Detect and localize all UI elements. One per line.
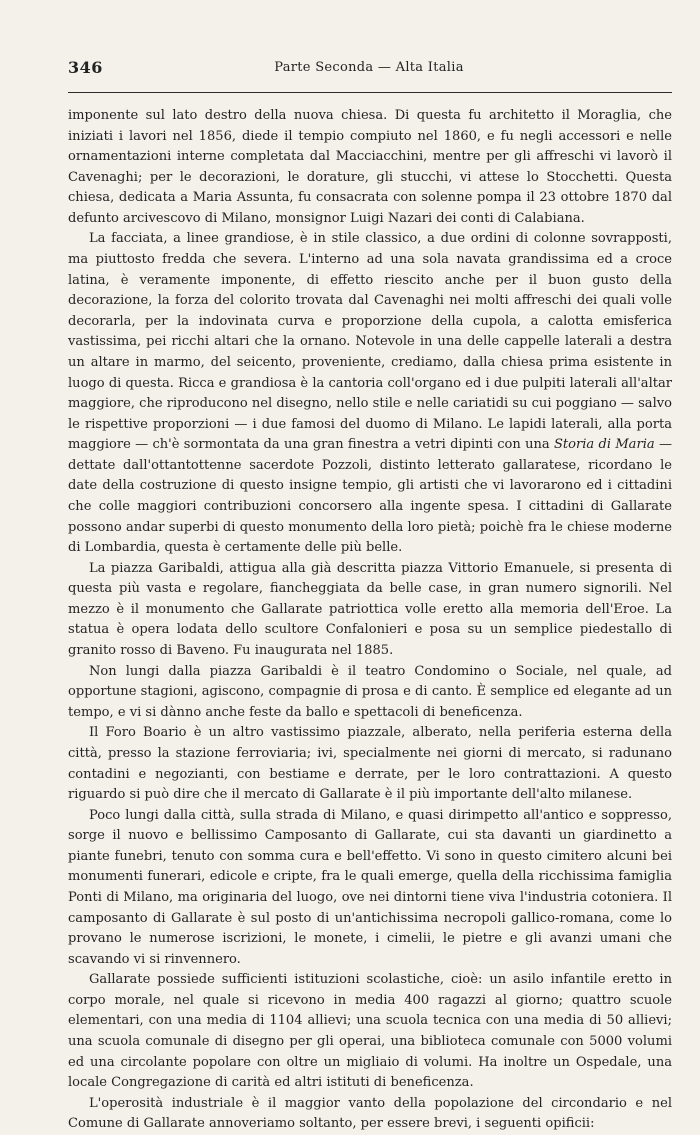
body-text (68, 106, 672, 1135)
paragraph-foro-boario: Il Foro Boario è un altro vastissimo piazzale, alberato, nella periferia esterna della città, presso la stazione ferroviaria; ivi, specialmente nei giorni di mercato, si radunano contadini e negozianti, con bestiame e derrate, per le loro contrattazioni. A questo riguardo si può dire che il mercato di Gallarate è il più importante dell'alto milanese. (68, 725, 672, 803)
running-head (68, 58, 670, 80)
paragraph-church-continuation: imponente sul lato destro della nuova chiesa. Di questa fu architetto il Moraglia, che iniziati i lavori nel 1856, diede il tempio compiuto nel 1860, e fu negli accessori e nelle ornamentazioni interne completata dal Macciacchini, mentre per gli affreschi vi lavorò il Cavenaghi; per le decorazioni, le dorature, gli stucchi, vi attese lo Stocchetti. Questa chiesa, dedicata a Maria Assunta, fu consacrata con solenne pompa il 23 ottobre 1870 dal defunto arcivescovo di Milano, monsignor Luigi Nazari dei conti di Calabiana. (68, 108, 672, 226)
paragraph-camposanto: Poco lungi dalla città, sulla strada di Milano, e quasi dirimpetto all'antico e soppresso, sorge il nuovo e bellissimo Camposanto di Gallarate, cui sta davanti un giardinetto a piante funebri, tenuto con somma cura e bell'effetto. Vi sono in questo cimitero alcuni bei monumenti funerari, edicole e cripte, fra le quali emerge, quella della ricchissima famiglia Ponti di Milano, ma originaria del luogo, ove nei dintorni tiene viva l'industria cotoniera. Il camposanto di Gallarate è sul posto di un'antichissima necropoli gallico-romana, come lo provano le numerose iscrizioni, le monete, i cimelii, le pietre e gli avanzi umani che scavando vi si rinvennero. (68, 807, 672, 967)
page-number: 346 (68, 58, 103, 77)
paragraph-teatro: Non lungi dalla piazza Garibaldi è il teatro Condomino o Sociale, nel quale, ad opportune stagioni, agiscono, compagnie di prosa e di canto. È semplice ed elegante ad un tempo, e vi si dànno anche feste da ballo e spettacoli di beneficenza. (68, 663, 672, 720)
paragraph-scuole: Gallarate possiede sufficienti istituzioni scolastiche, cioè: un asilo infantile eretto in corpo morale, nel quale si ricevono in media 400 ragazzi al giorno; quattro scuole elementari, con una media di 1104 allievi; una scuola tecnica con una media di 50 allievi; una scuola comunale di disegno per gli operai, una biblioteca comunale con 5000 volumi ed una circolante popolare con oltre un migliaio di volumi. Ha inoltre un Ospedale, una locale Congregazione di carità ed altri istituti di beneficenza. (68, 972, 672, 1091)
paragraph-facade-text-before: La facciata, a linee grandiose, è in stile classico, a due ordini di colonne sovrapposti, ma piuttosto fredda che severa. L'interno ad una sola navata grandissima ed a croce latina, è veramente imponente, di effetto riescito anche per il buon gusto della decorazione, la forza del colorito trovata dal Cavenaghi nei molti affreschi dei quali volle decorarla, per la indovinata curva e proporzione della cupola, a calotta emisferica vastissima, pei ricchi altari che la ornano. Notevole in una delle cappelle laterali a destra un altare in marmo, del seicento, proveniente, crediamo, dalla chiesa prima esistente in luogo di questa. Ricca e grandiosa è la cantoria coll'organo ed i due pulpiti laterali all'altar maggiore, che riproducono nel disegno, nello stile e nelle cariatidi su cui poggiano — salvo le rispettive proporzioni — i due famosi del duomo di Milano. Le lapidi laterali, alla porta maggiore — ch'è sormontata da una gran finestra a vetri dipinti con una (68, 231, 672, 453)
paragraph-facade (68, 229, 672, 558)
section-title: Parte Seconda — Alta Italia (274, 60, 464, 75)
italic-title-storia-di-maria: Storia di Maria (553, 437, 655, 453)
paragraph-piazza-garibaldi: La piazza Garibaldi, attigua alla già descritta piazza Vittorio Emanuele, si presenta di questa più vasta e regolare, fiancheggiata da belle case, in gran numero signorili. Nel mezzo è il monumento che Gallarate patriottica volle eretto alla memoria dell'Eroe. La statua è opera lodata dello scultore Confalonieri e posa su un semplice piedestallo di granito rosso di Baveno. Fu inaugurata nel 1885. (68, 560, 672, 659)
paragraph-industria: L'operosità industriale è il maggior vanto della popolazione del circondario e nel Comune di Gallarate annoveriamo soltanto, per essere brevi, i seguenti opificii: (68, 1095, 672, 1132)
header-rule (68, 92, 672, 93)
paragraph-facade-text-after: — dettate dall'ottantottenne sacerdote Pozzoli, distinto letterato gallaratese, ricordano le date della costruzione di questo insigne tempio, gli artisti che vi lavorarono ed i cittadini che colle maggiori contribuzioni concorsero alla ingente spesa. I cittadini di Gallarate possono andar superbi di questo monumento della loro pietà; poichè fra le chiese moderne di Lombardia, questa è certamente delle più belle. (68, 437, 672, 556)
